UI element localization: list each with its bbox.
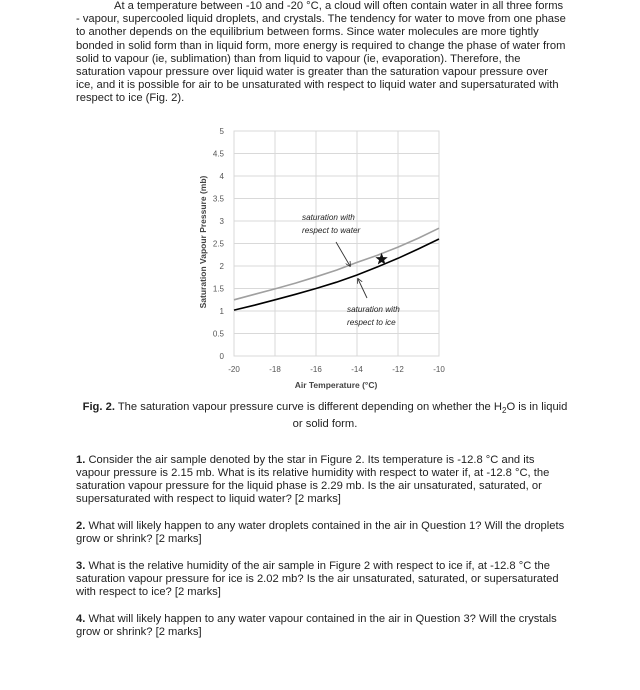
question-1	[76, 454, 568, 506]
chart-annotations	[302, 213, 400, 327]
annotation-ice	[347, 279, 400, 327]
x-tick-label: -14	[351, 365, 363, 374]
x-tick-label: -12	[392, 365, 404, 374]
question-4-number: 4.	[76, 613, 86, 625]
question-1-number: 1.	[76, 454, 86, 466]
x-axis-label: Air Temperature (°C)	[294, 380, 378, 390]
y-tick-label: 3.5	[212, 194, 224, 204]
annotation-ice-line1: saturation with	[347, 305, 400, 314]
annotation-ice-line2: respect to ice	[347, 318, 396, 327]
y-tick-labels	[213, 127, 225, 361]
annotation-water	[302, 213, 361, 266]
y-tick-label: 1	[219, 307, 224, 316]
annotation-water-line1: saturation with	[302, 213, 355, 222]
chart-series	[234, 228, 439, 310]
series-line-ice	[234, 239, 439, 310]
series-line-water	[234, 228, 439, 300]
intro-text: At a temperature between -10 and -20 °C, a cloud will often contain water in all three forms - vapour, supercooled liquid droplets, and crystals. The tendency for water to move from one phase to another depends on the equilibrium between forms. Since water molecules are more tightly bonded in solid form than in liquid form, more energy is required to change the phase of water from solid to vapour (ie, sublimation) than from liquid to vapour (ie, evaporation). Therefore, the saturation vapour pressure over liquid water is greater than the saturation vapour pressure over ice, and it is possible for air to be unsaturated with respect to liquid water and supersaturated with respect to ice (Fig. 2).	[76, 0, 566, 105]
y-axis-label: Saturation Vapour Pressure (mb)	[198, 175, 208, 309]
x-tick-label: -18	[269, 365, 281, 374]
question-4	[76, 613, 568, 639]
y-tick-label: 4.5	[212, 149, 224, 159]
caption-text-before: The saturation vapour pressure curve is different depending on whether the H	[114, 401, 502, 413]
caption-subscript: 2	[501, 406, 507, 416]
question-3-text: What is the relative humidity of the air sample in Figure 2 with respect to ice if, at -12.8 °C the saturation vapour pressure for ice is 2.02 mb? Is the air unsaturated, saturated, or supersaturated with respect to ice? [2 marks]	[76, 560, 559, 598]
question-3	[76, 560, 568, 599]
y-tick-label: 0	[219, 352, 224, 361]
annotation-water-line2: respect to water	[302, 226, 361, 235]
y-tick-label: 3	[219, 217, 224, 226]
x-tick-label: -10	[433, 365, 445, 374]
annotation-water-arrow	[336, 242, 350, 266]
x-tick-labels	[228, 365, 445, 374]
y-tick-label: 2.5	[212, 239, 224, 249]
y-tick-label: 5	[219, 127, 224, 136]
x-tick-label: -20	[228, 365, 240, 374]
caption-label: Fig. 2.	[82, 401, 115, 413]
x-tick-label: -16	[310, 365, 322, 374]
question-1-text: Consider the air sample denoted by the star in Figure 2. Its temperature is -12.8 °C and its vapour pressure is 2.15 mb. What is its relative humidity with respect to water if, at -12.8 °C, the saturation vapour pressure for the liquid phase is 2.29 mb. Is the air unsaturated, saturated, or supersaturated with respect to liquid water? [2 marks]	[76, 454, 550, 505]
vapour-pressure-chart	[190, 122, 450, 397]
intro-paragraph	[76, 0, 566, 106]
y-tick-label: 2	[219, 262, 224, 271]
question-4-text: What will likely happen to any water vapour contained in the air in Question 3? Will the crystals grow or shrink? [2 marks]	[76, 613, 557, 638]
y-tick-label: 4	[219, 172, 224, 181]
question-2-number: 2.	[76, 520, 86, 532]
figure-caption	[80, 401, 570, 431]
caption-text-after: O is in liquid or solid form.	[292, 401, 568, 430]
question-2	[76, 520, 568, 546]
y-tick-label: 1.5	[212, 284, 224, 294]
question-2-text: What will likely happen to any water droplets contained in the air in Question 1? Will the droplets grow or shrink? [2 marks]	[76, 520, 565, 545]
y-tick-label: 0.5	[212, 329, 224, 339]
question-3-number: 3.	[76, 560, 86, 572]
